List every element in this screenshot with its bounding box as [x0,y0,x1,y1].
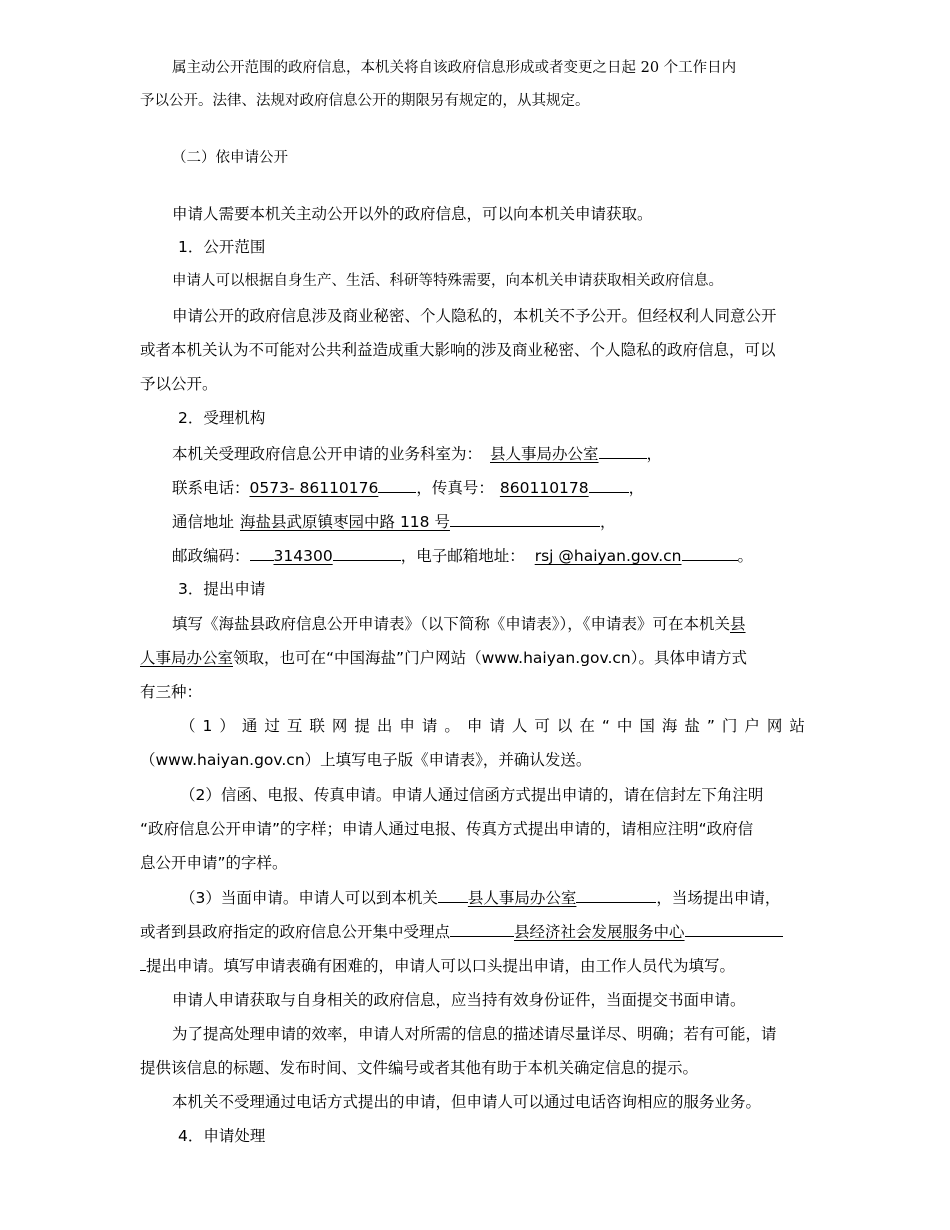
inperson-center-text: 或者到县政府指定的政府信息公开集中受理点 [140,923,451,941]
para-privacy-line2: 或者本机关认为不可能对公共利益造成重大影响的涉及商业秘密、个人隐私的政府信息，可以 [140,341,776,359]
method-internet-line2: （www.haiyan.gov.cn）上填写电子版《申请表》，并确认发送。 [140,751,592,769]
email-blank [682,545,738,561]
para-form-line2 [140,648,747,668]
zip-value: 314300 [273,547,333,565]
method-inperson-line2 [140,921,783,942]
zip-blank-left [250,545,274,561]
email-label: ，电子邮箱地址： [400,547,525,565]
dept-blank [599,443,647,459]
inperson-center: 县经济社会发展服务中心 [514,923,685,941]
inperson-text-end: ，当场提出申请， [656,889,781,907]
para-form-website: 领取，也可在“中国海盐”门户网站（www.haiyan.gov.cn）。具体申请方式 [233,649,747,667]
contact-line [172,477,644,498]
para-form-office-u2: 人事局办公室 [140,649,234,667]
method-mail-line2: “政府信息公开申请”的字样；申请人通过电报、传真方式提出申请的，请相应注明“政府信 [140,820,754,838]
method-mail-line1: （2）信函、电报、传真申请。申请人通过信函方式提出申请的，请在信封左下角注明 [180,786,764,804]
heading-scope: 1．公开范围 [178,238,266,256]
address-end: ， [599,513,616,531]
inperson-office: 县人事局办公室 [467,889,577,907]
para-form-line3: 有三种： [140,683,203,701]
dept-value: 县人事局办公室 [490,445,599,463]
center-blank-right [685,921,783,937]
center-blank-left [450,921,514,937]
tel-label: 联系电话： [172,479,250,497]
para-scope: 申请人可以根据自身生产、生活、科研等特殊需要，向本机关申请获取相关政府信息。 [172,273,723,289]
method-mail-line3: 息公开申请”的字样。 [140,854,288,872]
heading-agency: 2．受理机构 [178,409,266,427]
email-value: rsj @haiyan.gov.cn [534,547,682,565]
address-value: 海盐县武原镇枣园中路 118 号 [240,513,450,531]
inperson-blank-left [438,887,468,903]
para-form-line1 [172,614,746,634]
para-id-required: 申请人申请获取与自身相关的政府信息，应当持有效身份证件，当面提交书面申请。 [172,991,746,1009]
inperson-oral-text: 提出申请。填写申请表确有困难的，申请人可以口头提出申请，由工作人员代为填写。 [146,957,736,975]
zip-label: 邮政编码： [172,547,250,565]
para-efficiency-line2: 提供该信息的标题、发布时间、文件编号或者其他有助于本机关确定信息的提示。 [140,1059,699,1077]
heading-submit: 3．提出申请 [178,580,266,598]
zip-email-line [172,545,753,566]
inperson-blank-right [576,887,656,903]
para-active-disclosure-line2: 予以公开。法律、法规对政府信息公开的期限另有规定的，从其规定。 [140,93,590,109]
address-line [172,511,615,532]
fax-value: 860110178 [499,479,589,497]
para-privacy-line3: 予以公开。 [140,375,218,393]
para-privacy-line1: 申请公开的政府信息涉及商业秘密、个人隐私的，本机关不予公开。但经权利人同意公开 [172,307,777,325]
tel-value: 0573- 86110176 [249,479,379,497]
para-form-office-u1: 县 [730,615,746,633]
method-inperson-line3 [140,955,735,976]
para-request-intro: 申请人需要本机关主动公开以外的政府信息，可以向本机关申请获取。 [172,205,653,223]
section-heading-on-request: （二）依申请公开 [172,150,288,166]
dept-line [172,443,662,464]
para-active-disclosure-line1: 属主动公开范围的政府信息，本机关将自该政府信息形成或者变更之日起 20 个工作日内 [172,60,737,76]
dept-end: ， [646,445,663,463]
para-no-phone: 本机关不受理通过电话方式提出的申请，但申请人可以通过电话咨询相应的服务业务。 [172,1093,762,1111]
dept-label: 本机关受理政府信息公开申请的业务科室为： [172,445,483,463]
para-form-text: 填写《海盐县政府信息公开申请表》（以下简称《申请表》），《申请表》可在本机关 [172,615,731,633]
address-blank [450,511,600,527]
method-inperson-text: （3）当面申请。申请人可以到本机关 [180,889,438,907]
fax-end: ， [628,479,645,497]
method-internet-line1: （1）通过互联网提出申请。申请人可以在“中国海盐”门户网站 [180,717,812,735]
fax-label: ，传真号： [416,479,494,497]
email-end: 。 [737,547,754,565]
heading-process: 4．申请处理 [178,1127,266,1145]
para-efficiency-line1: 为了提高处理申请的效率，申请人对所需的信息的描述请尽量详尽、明确；若有可能，请 [172,1025,777,1043]
tel-blank [378,477,416,493]
fax-blank [589,477,629,493]
method-inperson-line1 [180,887,780,908]
zip-blank-right [333,545,401,561]
address-label: 通信地址 [172,513,235,531]
